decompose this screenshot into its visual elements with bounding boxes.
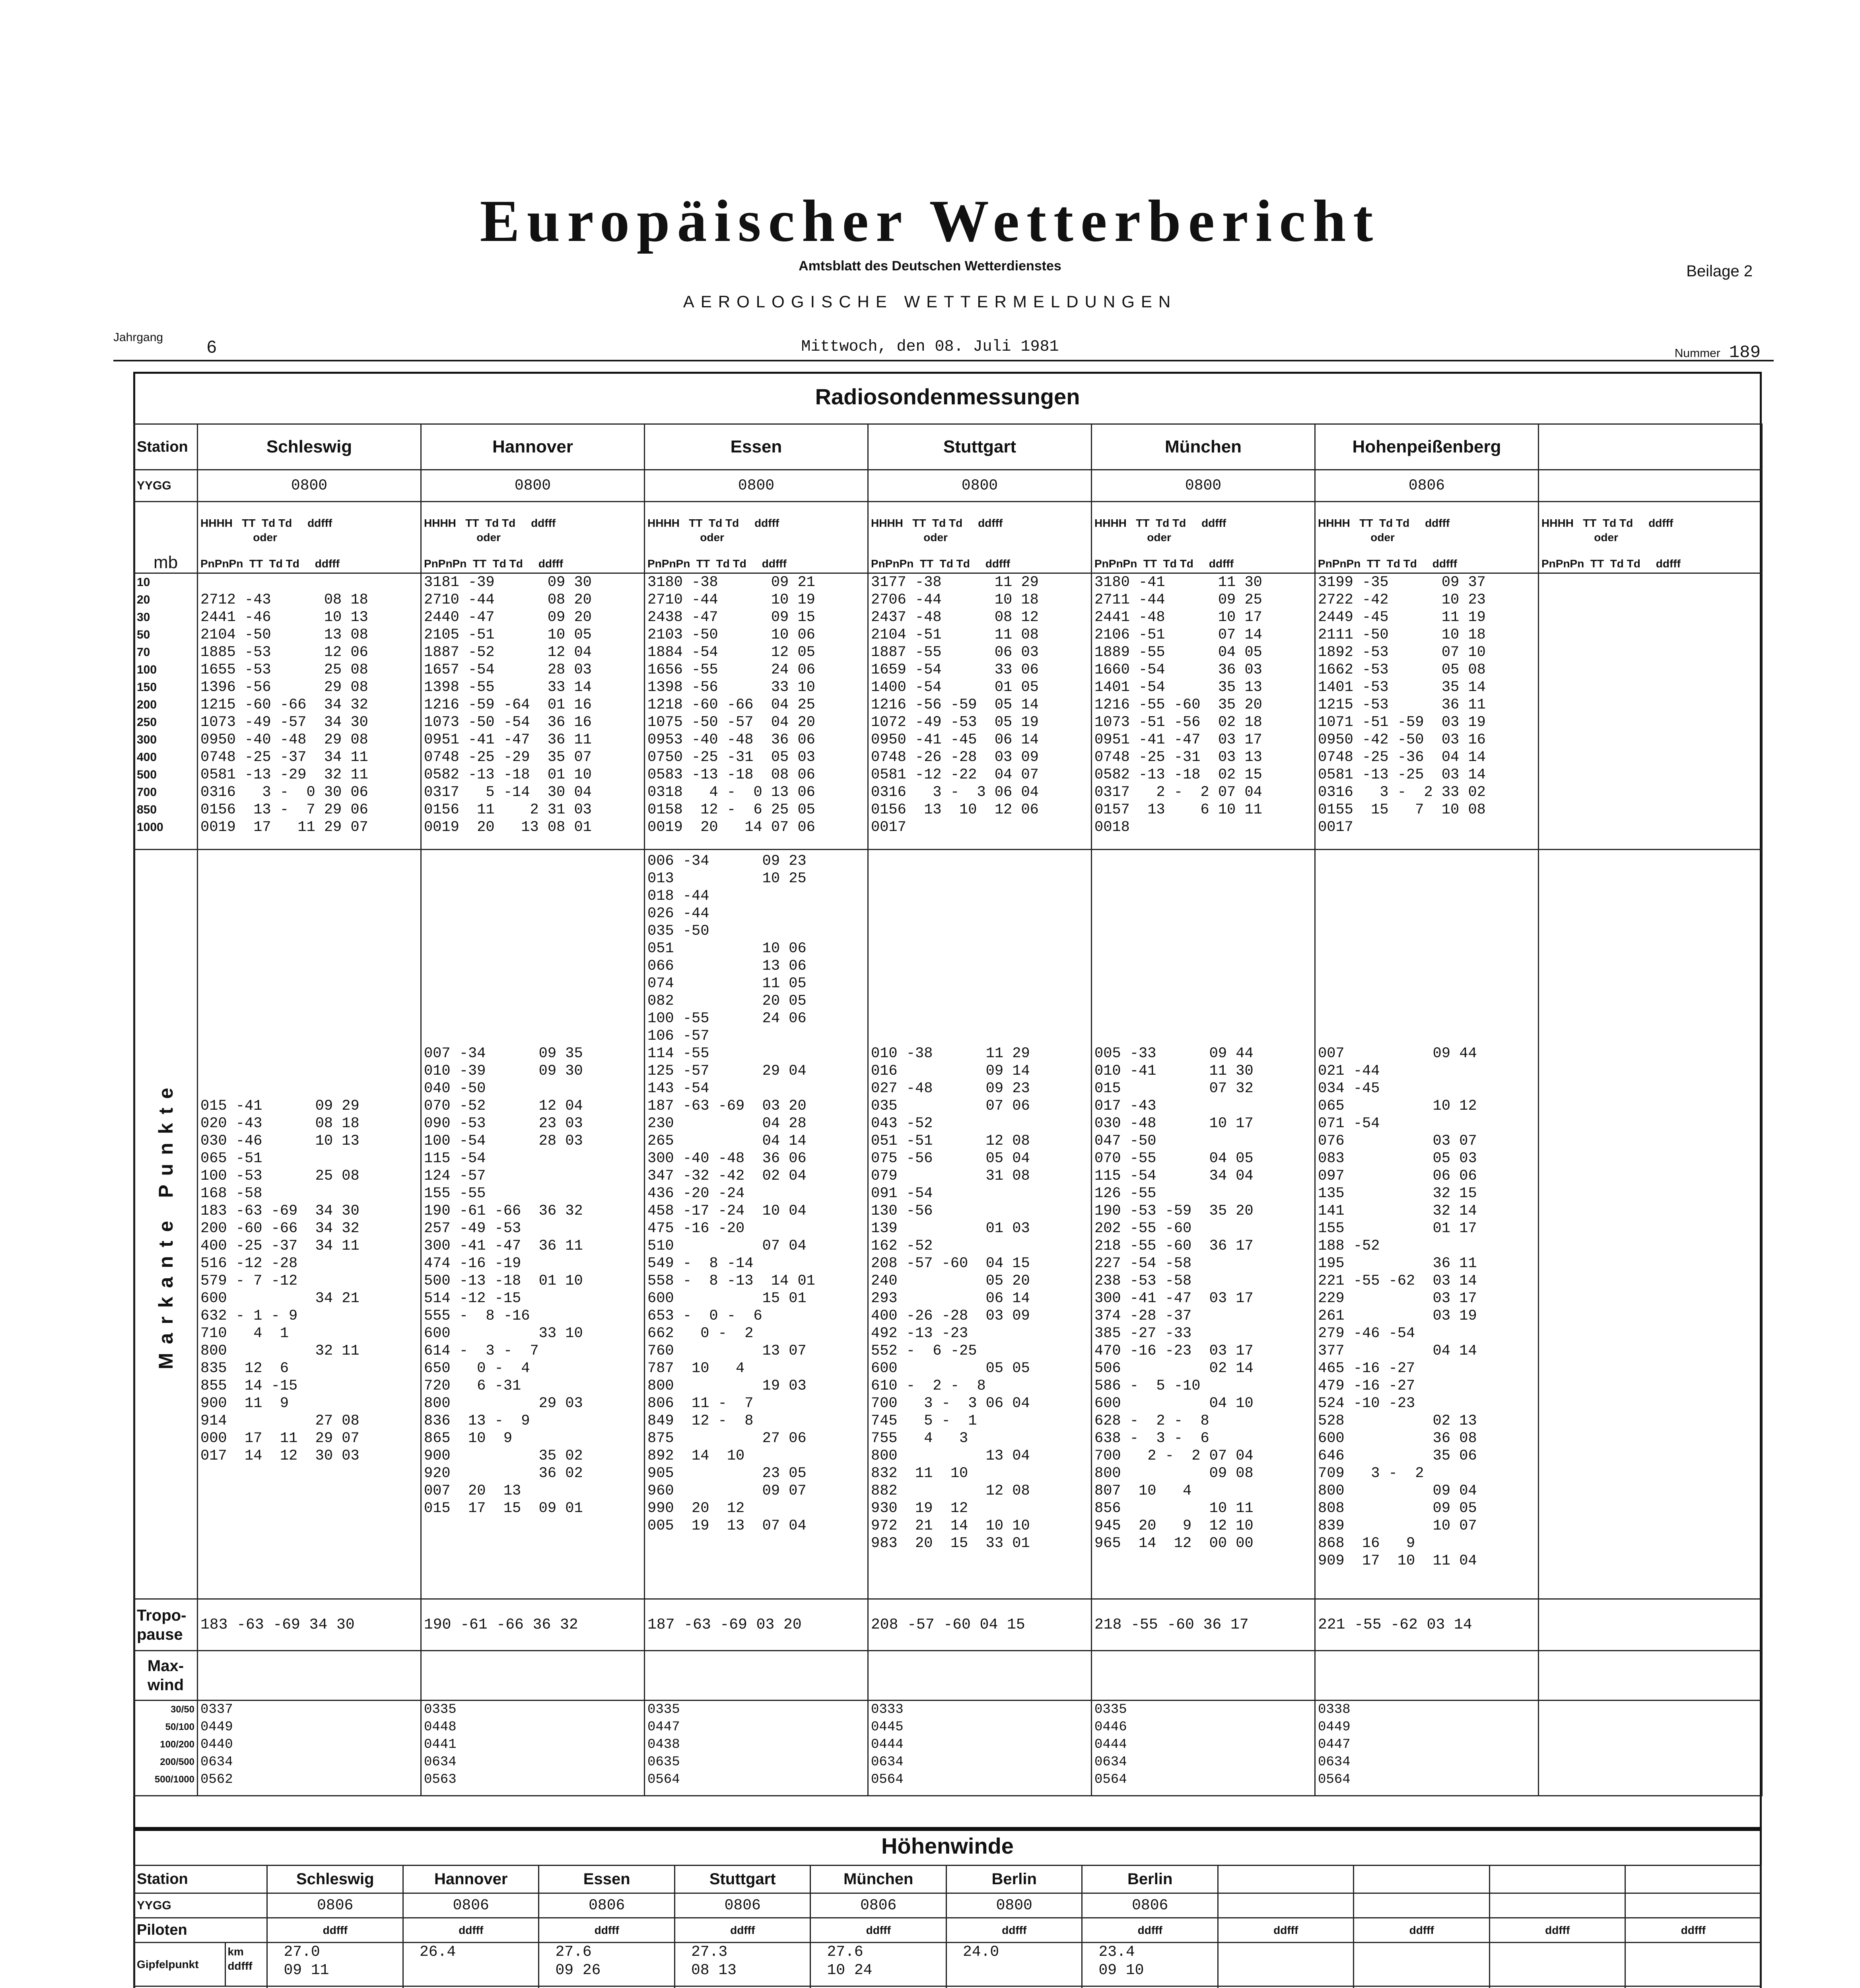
piloten-ddfff-header: ddfff — [1489, 1918, 1625, 1943]
piloten-ddfff-header: ddfff — [1354, 1918, 1490, 1943]
hw-station-name: Schleswig — [267, 1866, 403, 1893]
shear-levels: 30/50 50/100 100/200 200/500 500/1000 — [134, 1701, 198, 1796]
hw-station-name: Berlin — [946, 1866, 1082, 1893]
station-name: Essen — [645, 424, 868, 470]
standard-level-data: 3177 -38 11 29 2706 -44 10 18 2437 -48 08 12 2104 -51 11 08 1887 -55 06 03 1659 -54 33 06 1400 -54 01 05 1216 -56 -59 05 14 1072 -49 -53 05 19 0950 -41 -45 06 14 0748 -26 -28 03 09 0581 -12 -22 04 07 0316 3 - 3 06 04 0156 13 10 12 06 0017 — [868, 573, 1092, 850]
tropopause-label: Tropo- pause — [134, 1599, 198, 1651]
gipfelpunkt-data — [403, 1943, 539, 1986]
piloten-ddfff-header: ddfff — [946, 1918, 1082, 1943]
column-header-top: HHHH TT Td Td ddfff oder — [424, 517, 556, 544]
significant-level-data: 007 -34 09 35 010 -39 09 30 040 -50 070 -52 12 04 090 -53 23 03 100 -54 28 03 115 -54 124 -57 155 -55 190 -61 -66 36 32 257 -49 -53 300 -41 -47 36 11 474 -16 -19 500 -13 -18 01 10 514 -12 -15 555 - 8 -16 600 33 10 614 - 3 - 7 650 0 - 4 720 6 -31 800 29 03 836 13 - 9 865 10 9 900 35 02 920 36 02 007 20 13 015 17 15 09 01 — [421, 850, 645, 1599]
shear-data — [1539, 1701, 1762, 1796]
hw-station-name: Essen — [539, 1866, 675, 1893]
column-header-bottom: PnPnPn TT Td Td ddfff — [1318, 557, 1457, 570]
standard-level-data: 3180 -38 09 21 2710 -44 10 19 2438 -47 09 15 2103 -50 10 06 1884 -54 12 05 1656 -55 24 06 1398 -56 33 10 1218 -60 -66 04 25 1075 -50 -57 04 20 0953 -40 -48 36 06 0750 -25 -31 05 03 0583 -13 -18 08 06 0318 4 - 0 13 06 0158 12 - 6 25 05 0019 20 14 07 06 — [645, 573, 868, 850]
km-spacer — [1218, 1986, 1354, 1988]
volume-number: 6 — [207, 337, 217, 357]
station-yygg — [1539, 470, 1762, 502]
column-headers — [1092, 502, 1315, 573]
column-headers — [645, 502, 868, 573]
shear-data: 0337 0449 0440 0634 0562 — [198, 1701, 421, 1796]
station-name: Schleswig — [198, 424, 421, 470]
gipfel-ddfff: 09 11 — [284, 1962, 329, 1979]
gipfelpunkt-data — [1218, 1943, 1354, 1986]
km-header — [134, 1986, 267, 1988]
hw-station-name: München — [810, 1866, 947, 1893]
significant-level-data: 007 09 44 021 -44 034 -45 065 10 12 071 -54 076 03 07 083 05 03 097 06 06 135 32 15 141 32 14 155 01 17 188 -52 195 36 11 221 -55 -62 03 14 229 03 17 261 03 19 279 -46 -54 377 04 14 465 -16 -27 479 -16 -27 524 -10 -23 528 02 13 600 36 08 646 35 06 709 3 - 2 800 09 04 808 09 05 839 10 07 868 16 9 909 17 10 11 04 — [1315, 850, 1539, 1599]
volume-label: Jahrgang — [113, 331, 163, 344]
maxwind-label: Max- wind — [134, 1651, 198, 1701]
hw-station-yygg — [1489, 1893, 1625, 1918]
station-name — [1539, 424, 1762, 470]
column-header-top: HHHH TT Td Td ddfff oder — [871, 517, 1003, 544]
hw-station-name — [1489, 1866, 1625, 1893]
radiosonde-title: Radiosondenmessungen — [815, 384, 1080, 409]
issue-number: Nummer 189 — [1674, 343, 1761, 363]
supplement-label: Beilage 2 — [1686, 262, 1753, 280]
hw-station-yygg — [1354, 1893, 1490, 1918]
km-spacer — [267, 1986, 403, 1988]
column-header-bottom: PnPnPn TT Td Td ddfff — [1094, 557, 1234, 570]
tropopause-data: 187 -63 -69 03 20 — [645, 1599, 868, 1651]
piloten-ddfff-header: ddfff — [1082, 1918, 1218, 1943]
markante-punkte-label: Markante Punkte — [134, 850, 198, 1599]
piloten-ddfff-header: ddfff — [267, 1918, 403, 1943]
piloten-ddfff-header: ddfff — [403, 1918, 539, 1943]
gipfelpunkt-data — [1625, 1943, 1761, 1986]
maxwind-data — [868, 1651, 1092, 1701]
significant-level-data: 005 -33 09 44 010 -41 11 30 015 07 32 017 -43 030 -48 10 17 047 -50 070 -55 04 05 115 -54 34 04 126 -55 190 -53 -59 35 20 202 -55 -60 218 -55 -60 36 17 227 -54 -58 238 -53 -58 300 -41 -47 03 17 374 -28 -37 385 -27 -33 470 -16 -23 03 17 506 02 14 586 - 5 -10 600 04 10 628 - 2 - 8 638 - 3 - 6 700 2 - 2 07 04 800 09 08 807 10 4 856 10 11 945 20 9 12 10 965 14 12 00 00 — [1092, 850, 1315, 1599]
column-headers — [1315, 502, 1539, 573]
mb-label: mb — [134, 502, 198, 573]
shear-data: 0338 0449 0447 0634 0564 — [1315, 1701, 1539, 1796]
shear-data: 0335 0448 0441 0634 0563 — [421, 1701, 645, 1796]
gipfelpunkt-data — [674, 1943, 810, 1986]
shear-data: 0333 0445 0444 0634 0564 — [868, 1701, 1092, 1796]
header-rule — [113, 360, 1774, 361]
maxwind-data — [421, 1651, 645, 1701]
hw-station-yygg: 0806 — [674, 1893, 810, 1918]
km-spacer — [1489, 1986, 1625, 1988]
standard-level-data: 3199 -35 09 37 2722 -42 10 23 2449 -45 11 19 2111 -50 10 18 1892 -53 07 10 1662 -53 05 08 1401 -53 35 14 1215 -53 36 11 1071 -51 -59 03 19 0950 -42 -50 03 16 0748 -25 -36 04 14 0581 -13 -25 03 14 0316 3 - 2 33 02 0155 15 7 10 08 0017 — [1315, 573, 1539, 850]
hw-station-name — [1354, 1866, 1490, 1893]
gipfel-sublabels: km ddfff — [225, 1943, 267, 1986]
gipfel-km: 27.3 — [691, 1943, 728, 1961]
station-name: Hannover — [421, 424, 645, 470]
gipfelpunkt-data — [1489, 1943, 1625, 1986]
hw-station-yygg — [1625, 1893, 1761, 1918]
station-name: Stuttgart — [868, 424, 1092, 470]
column-header-top: HHHH TT Td Td ddfff oder — [1541, 517, 1673, 544]
hw-station-label: Station — [134, 1866, 267, 1893]
page-title: Europäischer Wetterbericht — [480, 188, 1380, 254]
column-headers — [198, 502, 421, 573]
maxwind-data — [1315, 1651, 1539, 1701]
km-spacer — [1082, 1986, 1218, 1988]
tropopause-data: 208 -57 -60 04 15 — [868, 1599, 1092, 1651]
km-spacer — [810, 1986, 947, 1988]
significant-level-data: 015 -41 09 29 020 -43 08 18 030 -46 10 13 065 -51 100 -53 25 08 168 -58 183 -63 -69 34 30 200 -60 -66 34 32 400 -25 -37 34 11 516 -12 -28 579 - 7 -12 600 34 21 632 - 1 - 9 710 4 1 800 32 11 835 12 6 855 14 -15 900 11 9 914 27 08 000 17 11 29 07 017 14 12 30 03 — [198, 850, 421, 1599]
km-spacer — [946, 1986, 1082, 1988]
hw-station-yygg: 0800 — [946, 1893, 1082, 1918]
maxwind-data — [198, 1651, 421, 1701]
piloten-ddfff-header: ddfff — [810, 1918, 947, 1943]
hoehenwinde-title: Höhenwinde — [881, 1833, 1014, 1858]
column-headers — [1539, 502, 1762, 573]
hw-station-yygg: 0806 — [810, 1893, 947, 1918]
column-header-bottom: PnPnPn TT Td Td ddfff — [424, 557, 563, 570]
column-header-top: HHHH TT Td Td ddfff oder — [1318, 517, 1450, 544]
column-header-top: HHHH TT Td Td ddfff oder — [647, 517, 779, 544]
hw-station-name: Hannover — [403, 1866, 539, 1893]
column-headers — [421, 502, 645, 573]
hw-station-name — [1625, 1866, 1761, 1893]
issue-date: Mittwoch, den 08. Juli 1981 — [801, 338, 1059, 356]
km-spacer — [539, 1986, 675, 1988]
hw-station-yygg: 0806 — [267, 1893, 403, 1918]
gipfelpunkt-data — [1354, 1943, 1490, 1986]
section-title: AEROLOGISCHE WETTERMELDUNGEN — [683, 292, 1177, 311]
standard-level-data — [1539, 573, 1762, 850]
gipfelpunkt-data — [810, 1943, 947, 1986]
standard-level-data: 3180 -41 11 30 2711 -44 09 25 2441 -48 10 17 2106 -51 07 14 1889 -55 04 05 1660 -54 36 03 1401 -54 35 13 1216 -55 -60 35 20 1073 -51 -56 02 18 0951 -41 -47 03 17 0748 -25 -31 03 13 0582 -13 -18 02 15 0317 2 - 2 07 04 0157 13 6 10 11 0018 — [1092, 573, 1315, 850]
station-yygg: 0806 — [1315, 470, 1539, 502]
gipfelpunkt-data — [1082, 1943, 1218, 1986]
gipfelpunkt-data — [539, 1943, 675, 1986]
piloten-ddfff-header: ddfff — [1625, 1918, 1761, 1943]
station-name: München — [1092, 424, 1315, 470]
gipfel-km: 27.6 — [555, 1943, 592, 1961]
significant-level-data: 006 -34 09 23 013 10 25 018 -44 026 -44 035 -50 051 10 06 066 13 06 074 11 05 082 20 05 100 -55 24 06 106 -57 114 -55 125 -57 29 04 143 -54 187 -63 -69 03 20 230 04 28 265 04 14 300 -40 -48 36 06 347 -32 -42 02 04 436 -20 -24 458 -17 -24 10 04 475 -16 -20 510 07 04 549 - 8 -14 558 - 8 -13 14 01 600 15 01 653 - 0 - 6 662 0 - 2 760 13 07 787 10 4 800 19 03 806 11 - 7 849 12 - 8 875 27 06 892 14 10 905 23 05 960 09 07 990 20 12 005 19 13 07 04 — [645, 850, 868, 1599]
radiosonde-table — [133, 423, 1763, 1796]
km-spacer — [403, 1986, 539, 1988]
station-yygg: 0800 — [645, 470, 868, 502]
tropopause-data: 218 -55 -60 36 17 — [1092, 1599, 1315, 1651]
station-yygg: 0800 — [1092, 470, 1315, 502]
maxwind-data — [1539, 1651, 1762, 1701]
significant-level-data: 010 -38 11 29 016 09 14 027 -48 09 23 035 07 06 043 -52 051 -51 12 08 075 -56 05 04 079 31 08 091 -54 130 -56 139 01 03 162 -52 208 -57 -60 04 15 240 05 20 293 06 14 400 -26 -28 03 09 492 -13 -23 552 - 6 -25 600 05 05 610 - 2 - 8 700 3 - 3 06 04 745 5 - 1 755 4 3 800 13 04 832 11 10 882 12 08 930 19 12 972 21 14 10 10 983 20 15 33 01 — [868, 850, 1092, 1599]
gipfelpunkt-data — [267, 1943, 403, 1986]
standard-level-data: 2712 -43 08 18 2441 -46 10 13 2104 -50 13 08 1885 -53 12 06 1655 -53 25 08 1396 -56 29 08 1215 -60 -66 34 32 1073 -49 -57 34 30 0950 -40 -48 29 08 0748 -25 -37 34 11 0581 -13 -29 32 11 0316 3 - 0 30 06 0156 13 - 7 29 06 0019 17 11 29 07 — [198, 573, 421, 850]
column-header-bottom: PnPnPn TT Td Td ddfff — [200, 557, 340, 570]
hoehenwinde-table — [133, 1865, 1762, 1988]
km-spacer — [1354, 1986, 1490, 1988]
column-header-top: HHHH TT Td Td ddfff oder — [1094, 517, 1226, 544]
yygg-label: YYGG — [134, 470, 198, 502]
tropopause-data: 221 -55 -62 03 14 — [1315, 1599, 1539, 1651]
gipfel-km: 26.4 — [419, 1943, 456, 1961]
standard-level-data: 3181 -39 09 30 2710 -44 08 20 2440 -47 09 20 2105 -51 10 05 1887 -52 12 04 1657 -54 28 03 1398 -55 33 14 1216 -59 -64 01 16 1073 -50 -54 36 16 0951 -41 -47 36 11 0748 -25 -29 35 07 0582 -13 -18 01 10 0317 5 -14 30 04 0156 11 2 31 03 0019 20 13 08 01 — [421, 573, 645, 850]
hw-station-yygg: 0806 — [403, 1893, 539, 1918]
hw-station-name — [1218, 1866, 1354, 1893]
column-headers — [868, 502, 1092, 573]
station-yygg: 0800 — [421, 470, 645, 502]
gipfel-km: 27.6 — [827, 1943, 863, 1961]
station-yygg: 0800 — [198, 470, 421, 502]
hw-station-name: Stuttgart — [674, 1866, 810, 1893]
maxwind-data — [1092, 1651, 1315, 1701]
hw-station-yygg: 0806 — [1082, 1893, 1218, 1918]
piloten-ddfff-header: ddfff — [1218, 1918, 1354, 1943]
pressure-levels: 10 20 30 50 70 100 150 200 250 300 400 500 700 850 1000 — [134, 573, 198, 850]
gipfelpunkt-data — [946, 1943, 1082, 1986]
publisher-line: Amtsblatt des Deutschen Wetterdienstes — [799, 258, 1061, 274]
km-spacer — [674, 1986, 810, 1988]
column-header-bottom: PnPnPn TT Td Td ddfff — [1541, 557, 1681, 570]
station-yygg: 0800 — [868, 470, 1092, 502]
gipfel-ddfff: 09 10 — [1098, 1962, 1144, 1979]
gipfelpunkt-label: Gipfelpunkt — [134, 1943, 225, 1986]
km-spacer — [1625, 1986, 1761, 1988]
tropopause-data: 190 -61 -66 36 32 — [421, 1599, 645, 1651]
hw-station-yygg — [1218, 1893, 1354, 1918]
gipfel-ddfff: 10 24 — [827, 1962, 873, 1979]
piloten-ddfff-header: ddfff — [674, 1918, 810, 1943]
significant-level-data — [1539, 850, 1762, 1599]
gipfel-ddfff: 09 26 — [555, 1962, 601, 1979]
hw-station-name: Berlin — [1082, 1866, 1218, 1893]
hw-yygg-label: YYGG — [134, 1893, 267, 1918]
hw-station-yygg: 0806 — [539, 1893, 675, 1918]
gipfel-ddfff: 08 13 — [691, 1962, 737, 1979]
shear-data: 0335 0446 0444 0634 0564 — [1092, 1701, 1315, 1796]
column-header-top: HHHH TT Td Td ddfff oder — [200, 517, 332, 544]
tropopause-data: 183 -63 -69 34 30 — [198, 1599, 421, 1651]
station-name: Hohenpeißenberg — [1315, 424, 1539, 470]
gipfel-km: 27.0 — [284, 1943, 320, 1961]
maxwind-data — [645, 1651, 868, 1701]
column-header-bottom: PnPnPn TT Td Td ddfff — [647, 557, 787, 570]
gipfel-km: 24.0 — [962, 1943, 999, 1961]
gipfel-km: 23.4 — [1098, 1943, 1135, 1961]
shear-data: 0335 0447 0438 0635 0564 — [645, 1701, 868, 1796]
piloten-ddfff-header: ddfff — [539, 1918, 675, 1943]
piloten-label: Piloten — [134, 1918, 267, 1943]
column-header-bottom: PnPnPn TT Td Td ddfff — [871, 557, 1010, 570]
station-label: Station — [134, 424, 198, 470]
tropopause-data — [1539, 1599, 1762, 1651]
